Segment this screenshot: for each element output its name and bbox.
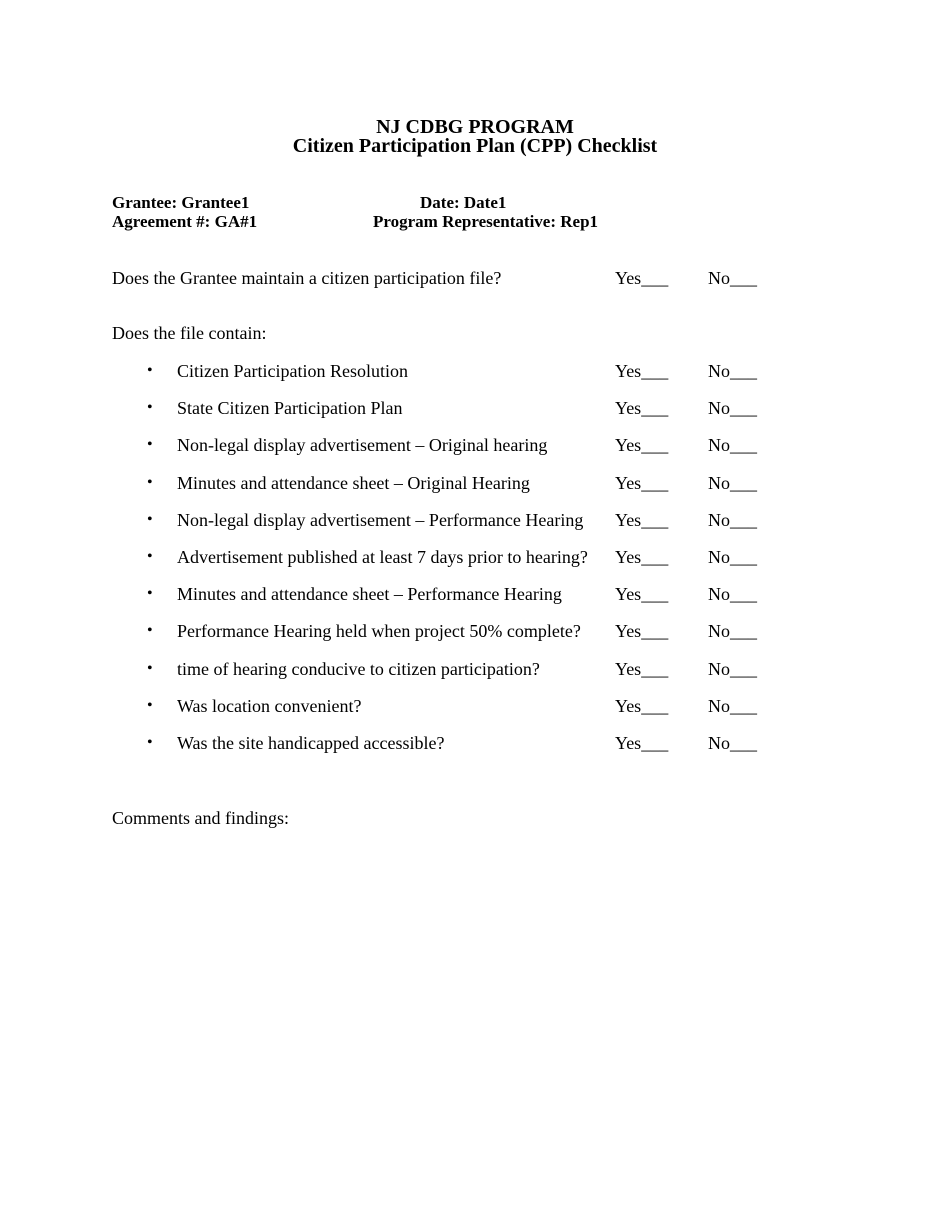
checklist-item-no[interactable]: No___ (708, 361, 757, 381)
bullet-icon: • (147, 399, 153, 416)
checklist-item (0, 547, 950, 569)
checklist-item-yes[interactable]: Yes___ (615, 510, 669, 530)
checklist-item-no[interactable]: No___ (708, 659, 757, 679)
checklist-item-text: Minutes and attendance sheet – Performance Hearing (177, 584, 562, 604)
checklist-item-no[interactable]: No___ (708, 547, 757, 567)
checklist-item-text: Advertisement published at least 7 days prior to hearing? (177, 547, 588, 567)
checklist-item-no[interactable]: No___ (708, 696, 757, 716)
checklist-item-text: Non-legal display advertisement – Original hearing (177, 435, 548, 455)
checklist-item (0, 361, 950, 383)
main-question-yes[interactable]: Yes___ (615, 268, 669, 288)
checklist-item (0, 398, 950, 420)
checklist-item-yes[interactable]: Yes___ (615, 696, 669, 716)
checklist-item-yes[interactable]: Yes___ (615, 435, 669, 455)
bullet-icon: • (147, 511, 153, 528)
checklist-item-text: Minutes and attendance sheet – Original Hearing (177, 473, 530, 493)
checklist-item-no[interactable]: No___ (708, 584, 757, 604)
checklist-item-yes[interactable]: Yes___ (615, 659, 669, 679)
bullet-icon: • (147, 734, 153, 751)
checklist-item-yes[interactable]: Yes___ (615, 473, 669, 493)
main-question: Does the Grantee maintain a citizen participation file? (112, 268, 502, 288)
comments-label: Comments and findings: (112, 808, 289, 828)
bullet-icon: • (147, 622, 153, 639)
bullet-icon: • (147, 474, 153, 491)
bullet-icon: • (147, 362, 153, 379)
checklist-item-yes[interactable]: Yes___ (615, 398, 669, 418)
bullet-icon: • (147, 548, 153, 565)
checklist-item (0, 733, 950, 755)
checklist-item-yes[interactable]: Yes___ (615, 361, 669, 381)
checklist-item-no[interactable]: No___ (708, 510, 757, 530)
checklist-item-yes[interactable]: Yes___ (615, 733, 669, 753)
checklist-item-text: Non-legal display advertisement – Performance Hearing (177, 510, 584, 530)
checklist-item-text: Citizen Participation Resolution (177, 361, 408, 381)
checklist-item (0, 696, 950, 718)
checklist-item-text: time of hearing conducive to citizen participation? (177, 659, 540, 679)
checklist-item-yes[interactable]: Yes___ (615, 547, 669, 567)
checklist-item (0, 510, 950, 532)
bullet-icon: • (147, 436, 153, 453)
checklist-item (0, 435, 950, 457)
checklist-item-yes[interactable]: Yes___ (615, 584, 669, 604)
bullet-icon: • (147, 697, 153, 714)
checklist-item (0, 621, 950, 643)
checklist-item-text: State Citizen Participation Plan (177, 398, 403, 418)
checklist-item-no[interactable]: No___ (708, 398, 757, 418)
program-representative-field: Program Representative: Rep1 (373, 212, 599, 231)
checklist-item-no[interactable]: No___ (708, 435, 757, 455)
checklist-item (0, 473, 950, 495)
checklist-item-text: Was location convenient? (177, 696, 362, 716)
document-title: NJ CDBG PROGRAM (376, 116, 574, 138)
checklist-item (0, 584, 950, 606)
main-question-no[interactable]: No___ (708, 268, 757, 288)
bullet-icon: • (147, 585, 153, 602)
checklist-item (0, 659, 950, 681)
file-contents-intro: Does the file contain: (112, 323, 267, 343)
grantee-field: Grantee: Grantee1 (112, 193, 250, 212)
checklist-item-no[interactable]: No___ (708, 733, 757, 753)
checklist-item-yes[interactable]: Yes___ (615, 621, 669, 641)
agreement-number-field: Agreement #: GA#1 (112, 212, 258, 231)
checklist-item-no[interactable]: No___ (708, 621, 757, 641)
checklist-item-no[interactable]: No___ (708, 473, 757, 493)
checklist-item-text: Was the site handicapped accessible? (177, 733, 445, 753)
document-subtitle: Citizen Participation Plan (CPP) Checklist (292, 135, 658, 157)
bullet-icon: • (147, 660, 153, 677)
checklist-item-text: Performance Hearing held when project 50% complete? (177, 621, 581, 641)
date-field: Date: Date1 (420, 193, 507, 212)
